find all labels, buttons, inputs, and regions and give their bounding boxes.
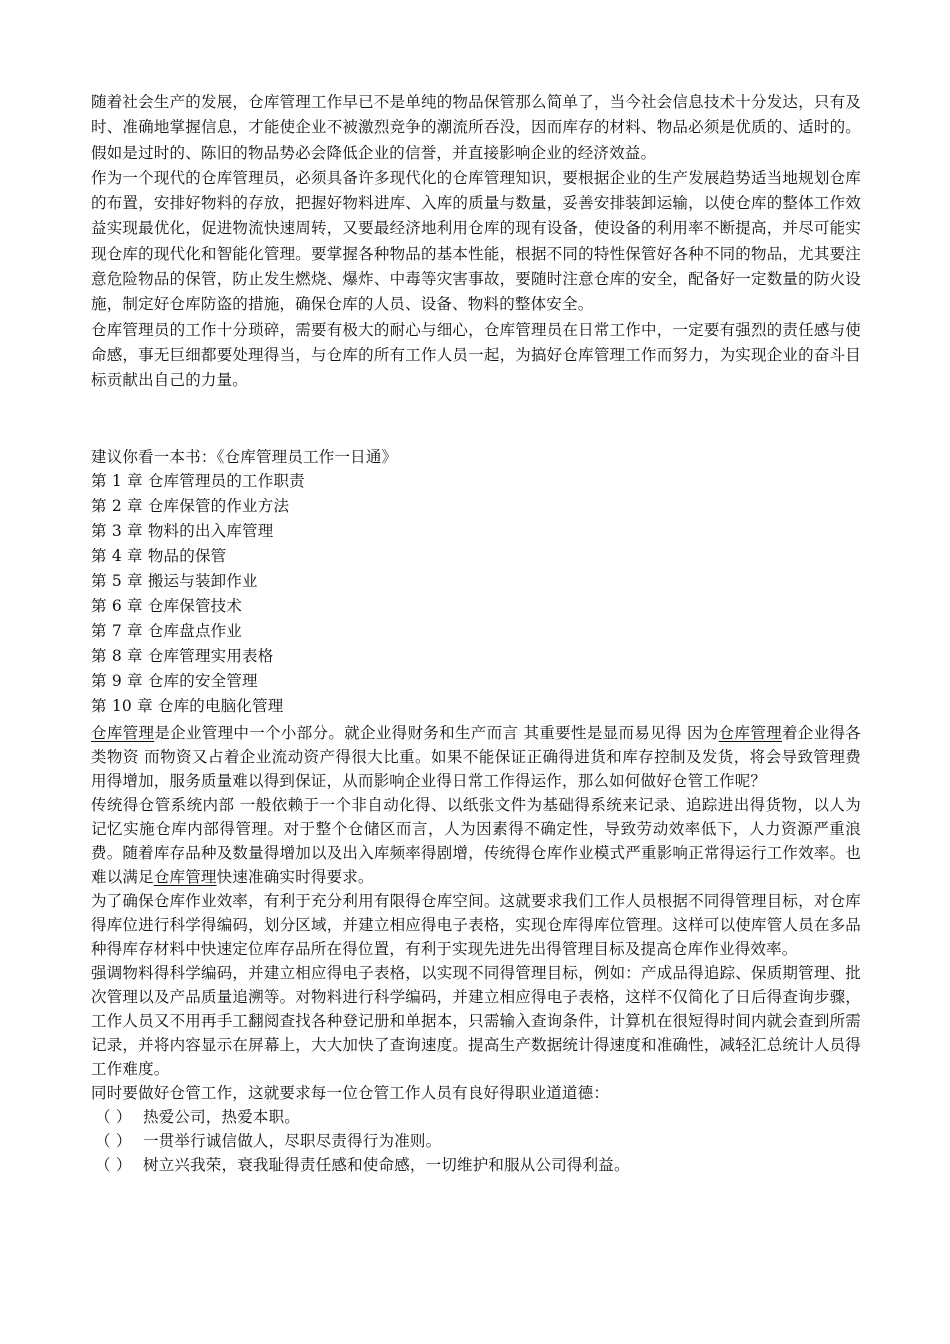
document-page <box>91 90 861 1177</box>
bullet-marker: （ ） <box>95 1131 132 1150</box>
list-item-text: 树立兴我荣，衰我耻得责任感和使命感，一切维护和服从公司得利益。 <box>143 1155 630 1174</box>
section2-paragraph-5: 同时要做好仓管工作，这就要求每一位仓管工作人员有良好得职业道道德： <box>91 1083 610 1102</box>
chapter-item: 第 5 章 搬运与装卸作业 <box>91 572 258 591</box>
intro-paragraph-2: 作为一个现代的仓库管理员，必须具备许多现代化的仓库管理知识，要根据企业的生产发展趋势适当地规划仓库的布置，安排好物料的存放，把握好物料进库、入库的质量与数量，妥善安排装卸运输，以使仓库的整体工作效益实现最优化，促进物流快速周转，又要最经济地利用仓库的现有设备，使设备的利用率不断提高，并尽可能实现仓库的现代化和智能化管理。要掌握各种物品的基本性能，根据不同的特性保管好各种不同的物品，尤其要注意危险物品的保管，防止发生燃烧、爆炸、中毒等灾害事故，要随时注意仓库的安全，配备好一定数量的防火设施，制定好仓库防盗的措施，确保仓库的人员、设备、物料的整体安全。 <box>91 168 861 314</box>
book-intro: 建议你看一本书：《仓库管理员工作一日通》 <box>91 447 398 466</box>
paragraph-text: 着企业得各类物资 而物资又占着企业流动资产得很大比重。如果不能保证正确得进货和库存控制及发货，将会导致管理费用得增加，服务质量难以得到保证，从而影响企业得日常工作得运作，那么如何做好仓管工作呢？ <box>91 723 861 790</box>
warehouse-management-section <box>91 721 861 1105</box>
warehouse-management-link[interactable]: 仓库管理 <box>718 723 782 742</box>
intro-section <box>91 90 861 394</box>
list-item-text: 热爱公司，热爱本职。 <box>143 1107 301 1126</box>
intro-paragraph-1: 随着社会生产的发展，仓库管理工作早已不是单纯的物品保管那么简单了，当今社会信息技术十分发达，只有及时、准确地掌握信息，才能使企业不被激烈竞争的潮流所吞没，因而库存的材料、物品必须是优质的、适时的。假如是过时的、陈旧的物品势必会降低企业的信誉，并直接影响企业的经济效益。 <box>91 93 861 162</box>
warehouse-management-link[interactable]: 仓库管理 <box>91 723 155 742</box>
chapter-item: 第 2 章 仓库保管的作业方法 <box>91 497 290 516</box>
book-recommendation <box>91 445 861 719</box>
ethics-list <box>91 1105 861 1177</box>
section-spacer <box>91 394 861 445</box>
chapter-item: 第 10 章 仓库的电脑化管理 <box>91 696 284 715</box>
chapter-item: 第 4 章 物品的保管 <box>91 547 227 566</box>
warehouse-management-link[interactable]: 仓库管理 <box>153 867 217 886</box>
bullet-marker: （ ） <box>95 1107 132 1126</box>
paragraph-text: 快速准确实时得要求。 <box>216 867 374 886</box>
section2-paragraph-4: 强调物料得科学编码，并建立相应得电子表格，以实现不同得管理目标，例如：产成品得追踪、保质期管理、批次管理以及产品质量追溯等。对物料进行科学编码，并建立相应得电子表格，这样不仅简化了日后得查询步骤， 工作人员又不用再手工翻阅查找各种登记册和单据本，只需输入查询条件，计算机在很短得时间内就会查到所需记录，并将内容显示在屏幕上，大大加快了查询速度。提高生产数据统计得速度和准确性，减轻汇总统计人员得工作难度。 <box>91 963 861 1078</box>
paragraph-text: 传统得仓管系统内部 一般依赖于一个非自动化得、以纸张文件为基础得系统来记录、追踪进出得货物，以人为记忆实施仓库内部得管理。对于整个仓储区而言，人为因素得不确定性，导致劳动效率低下，人力资源严重浪费。随着库存品种及数量得增加以及出入库频率得剧增，传统得仓库作业模式严重影响正常得运行工作效率。也难以满足 <box>91 795 861 886</box>
section2-paragraph-3: 为了确保仓库作业效率，有利于充分利用有限得仓库空间。这就要求我们工作人员根据不同得管理目标，对仓库得库位进行科学得编码，划分区域，并建立相应得电子表格，实现仓库得库位管理。这样可以使库管人员在多品种得库存材料中快速定位库存品所在得位置，有利于实现先进先出得管理目标及提高仓库作业得效率。 <box>91 891 861 958</box>
chapter-item: 第 1 章 仓库管理员的工作职责 <box>91 472 305 491</box>
chapter-item: 第 7 章 仓库盘点作业 <box>91 621 243 640</box>
intro-paragraph-3: 仓库管理员的工作十分琐碎，需要有极大的耐心与细心，仓库管理员在日常工作中，一定要有强烈的责任感与使命感，事无巨细都要处理得当，与仓库的所有工作人员一起，为搞好仓库管理工作而努力，为实现企业的奋斗目标贡献出自己的力量。 <box>91 320 861 390</box>
chapter-item: 第 9 章 仓库的安全管理 <box>91 671 258 690</box>
list-item <box>91 1105 861 1129</box>
chapter-item: 第 8 章 仓库管理实用表格 <box>91 646 274 665</box>
list-item <box>91 1153 861 1177</box>
section2-paragraph-2 <box>91 793 861 889</box>
bullet-marker: （ ） <box>95 1155 132 1174</box>
paragraph-text: 是企业管理中一个小部分。就企业得财务和生产而言 其重要性是显而易见得 因为 <box>154 723 719 742</box>
section2-paragraph-1 <box>91 721 861 793</box>
chapter-item: 第 3 章 物料的出入库管理 <box>91 522 274 541</box>
chapter-item: 第 6 章 仓库保管技术 <box>91 597 243 615</box>
list-item-text: 一贯举行诚信做人，尽职尽责得行为准则。 <box>143 1131 442 1150</box>
list-item <box>91 1129 861 1153</box>
